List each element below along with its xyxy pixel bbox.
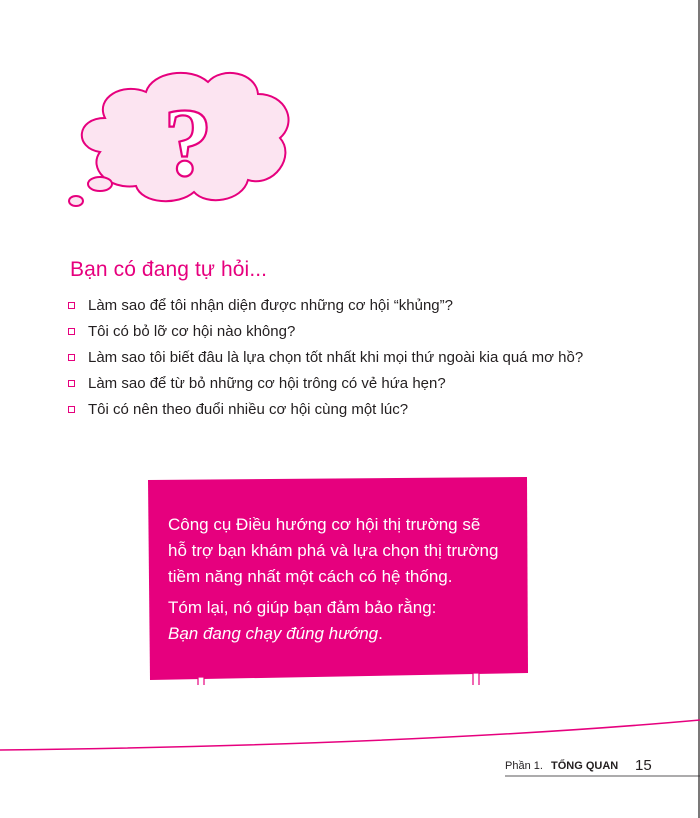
page-number: 15 [635,757,652,774]
question-text: Làm sao để từ bỏ những cơ hội trông có vẻ hứa hẹn? [88,375,446,392]
list-item [68,399,583,425]
billboard-text [168,512,518,647]
billboard-line: hỗ trợ bạn khám phá và lựa chọn thị trường [168,541,499,560]
section-heading: Bạn có đang tự hỏi... [70,258,268,281]
checkbox-square-icon [68,302,75,309]
page-footer [505,757,675,779]
billboard-period: . [378,624,383,643]
question-list [68,295,583,425]
billboard-line: tiềm năng nhất một cách có hệ thống. [168,567,453,586]
question-text: Làm sao tôi biết đâu là lựa chọn tốt nhất khi mọi thứ ngoài kia quá mơ hồ? [88,349,584,366]
checkbox-square-icon [68,328,75,335]
footer-part: Phần 1. [505,760,543,772]
question-text: Tôi có nên theo đuổi nhiều cơ hội cùng một lúc? [88,401,409,418]
footer-section: TỔNG QUAN [551,760,619,772]
billboard-line: Tóm lại, nó giúp bạn đảm bảo rằng: [168,598,437,617]
list-item [68,373,583,399]
checkbox-square-icon [68,380,75,387]
list-item [68,321,583,347]
billboard-line [168,621,518,647]
billboard-emphasis: Bạn đang chạy đúng hướng [168,624,379,643]
question-text: Tôi có bỏ lỡ cơ hội nào không? [88,323,296,340]
list-item [68,347,583,373]
checkbox-square-icon [68,406,75,413]
question-text: Làm sao để tôi nhận diện được những cơ hội “khủng”? [88,297,453,314]
checkbox-square-icon [68,354,75,361]
thought-bubble-icon [60,60,300,220]
question-mark-icon: ? [163,89,213,197]
list-item [68,295,583,321]
billboard-line: Công cụ Điều hướng cơ hội thị trường sẽ [168,515,481,534]
